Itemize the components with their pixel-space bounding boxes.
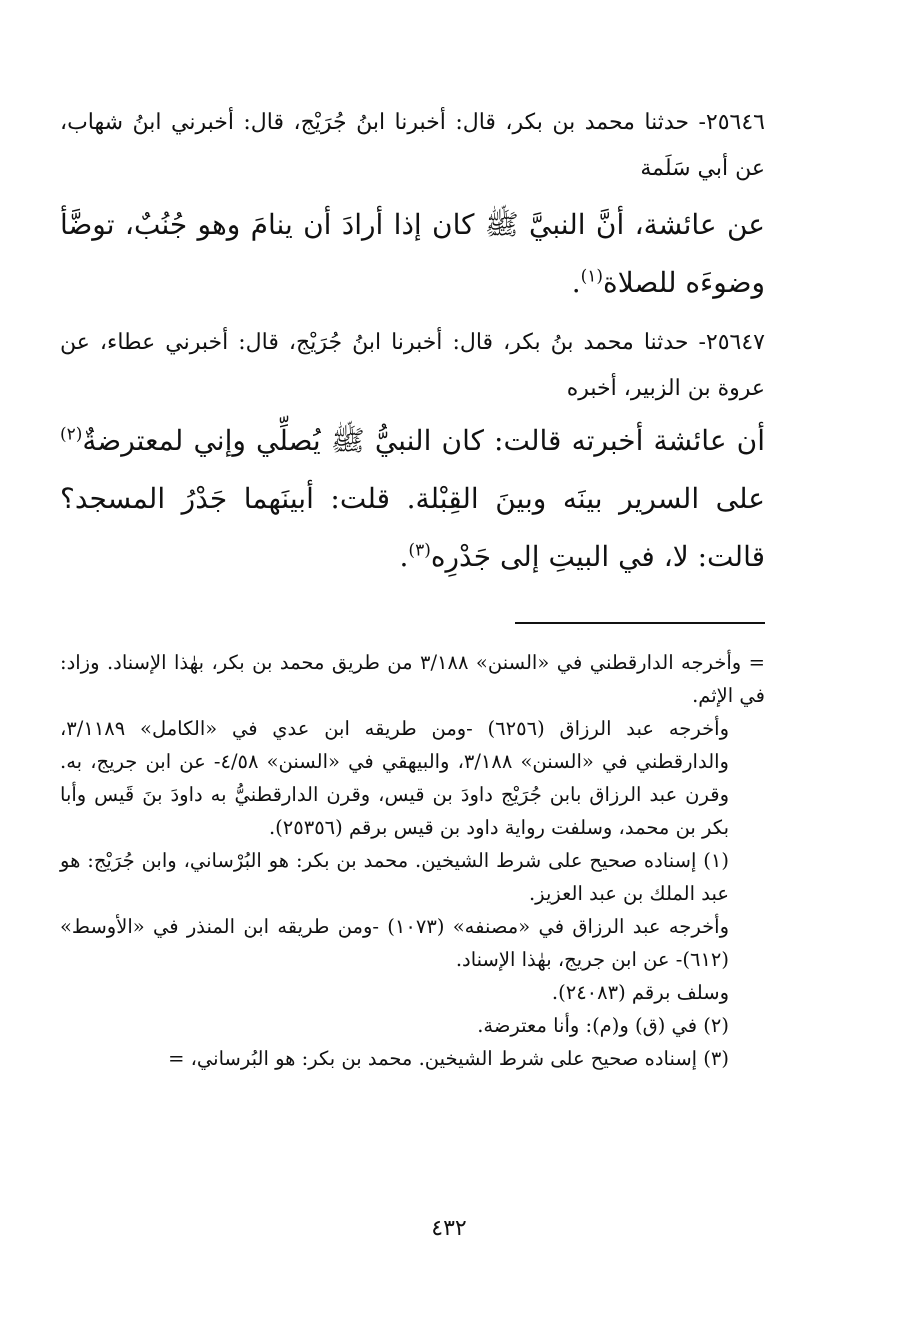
hadith-25647-end: . — [399, 540, 409, 573]
footnote-ref-2[interactable]: (٢) — [60, 424, 83, 445]
footnote-1-b: وأخرجه عبد الرزاق في «مصنفه» (١٠٧٣) -ومن طريقه ابن المنذر في «الأوسط» (٦١٢)- عن ابن جريج، بهٰذا الإسناد. — [60, 915, 729, 971]
footnote-ref-1[interactable]: (١) — [580, 266, 604, 287]
footnotes — [60, 646, 765, 1075]
footnote-1-c: وسلف برقم (٢٤٠٨٣). — [551, 981, 729, 1004]
hadith-25647-isnad: ٢٥٦٤٧- حدثنا محمد بنُ بكر، قال: أخبرنا ابنُ جُرَيْج، قال: أخبرني عطاء، عن عروة بن الزبير، أخبره — [60, 330, 765, 401]
footnote-separator — [515, 622, 765, 624]
hadith-25646-isnad: ٢٥٦٤٦- حدثنا محمد بن بكر، قال: أخبرنا ابنُ جُرَيْج، قال: أخبرني ابنُ شهاب، عن أبي سَلَمة — [60, 110, 765, 181]
hadith-25646-matn — [60, 196, 765, 312]
footnote-2: (٢) في (ق) و(م): وأنا معترضة. — [477, 1014, 729, 1037]
hadith-25647-matn — [60, 412, 765, 586]
footnote-continuation-1: = وأخرجه الدارقطني في «السنن» ٣/١٨٨ من طريق محمد بن بكر، بهٰذا الإسناد. وزاد: في الإثم. — [60, 651, 765, 707]
page-number: ٤٣٢ — [431, 1216, 467, 1241]
hadith-25647-text-a: أن عائشة أخبرته قالت: كان النبيُّ ﷺ يُصلِّي وإني لمعترضةٌ — [82, 424, 765, 457]
footnote-1-a: (١) إسناده صحيح على شرط الشيخين. محمد بن بكر: هو البُرْساني، وابن جُرَيْج: هو عبد الملك بن عبد العزيز. — [60, 849, 729, 905]
footnote-continuation-2: وأخرجه عبد الرزاق (٦٢٥٦) -ومن طريقه ابن عدي في «الكامل» ٣/١١٨٩، والدارقطني في «السنن» ٣/١٨٨، والبيهقي في «السنن» ٤/٥٨- عن ابن جريج، به. وقرن عبد الرزاق بابن جُرَيْج داودَ بن قيس، وقرن الدارقطنيُّ به داودَ بنَ قَيس وأبا بكر بن محمد، وسلفت رواية داود بن قيس برقم (٢٥٣٥٦). — [60, 717, 729, 839]
hadith-25646-text: عن عائشة، أنَّ النبيَّ ﷺ كان إذا أرادَ أن ينامَ وهو جُنُبٌ، توضَّأ وضوءَه للصلاة — [60, 208, 765, 299]
footnote-3: (٣) إسناده صحيح على شرط الشيخين. محمد بن بكر: هو البُرساني، = — [168, 1047, 729, 1070]
hadith-25646-end: . — [571, 266, 581, 299]
hadith-25647-text-b: على السرير بينَه وبينَ القِبْلة. قلت: أبينَهما جَدْرُ المسجد؟ قالت: لا، في البيتِ إلى جَدْرِه — [60, 482, 765, 573]
footnote-ref-3[interactable]: (٣) — [408, 540, 431, 561]
